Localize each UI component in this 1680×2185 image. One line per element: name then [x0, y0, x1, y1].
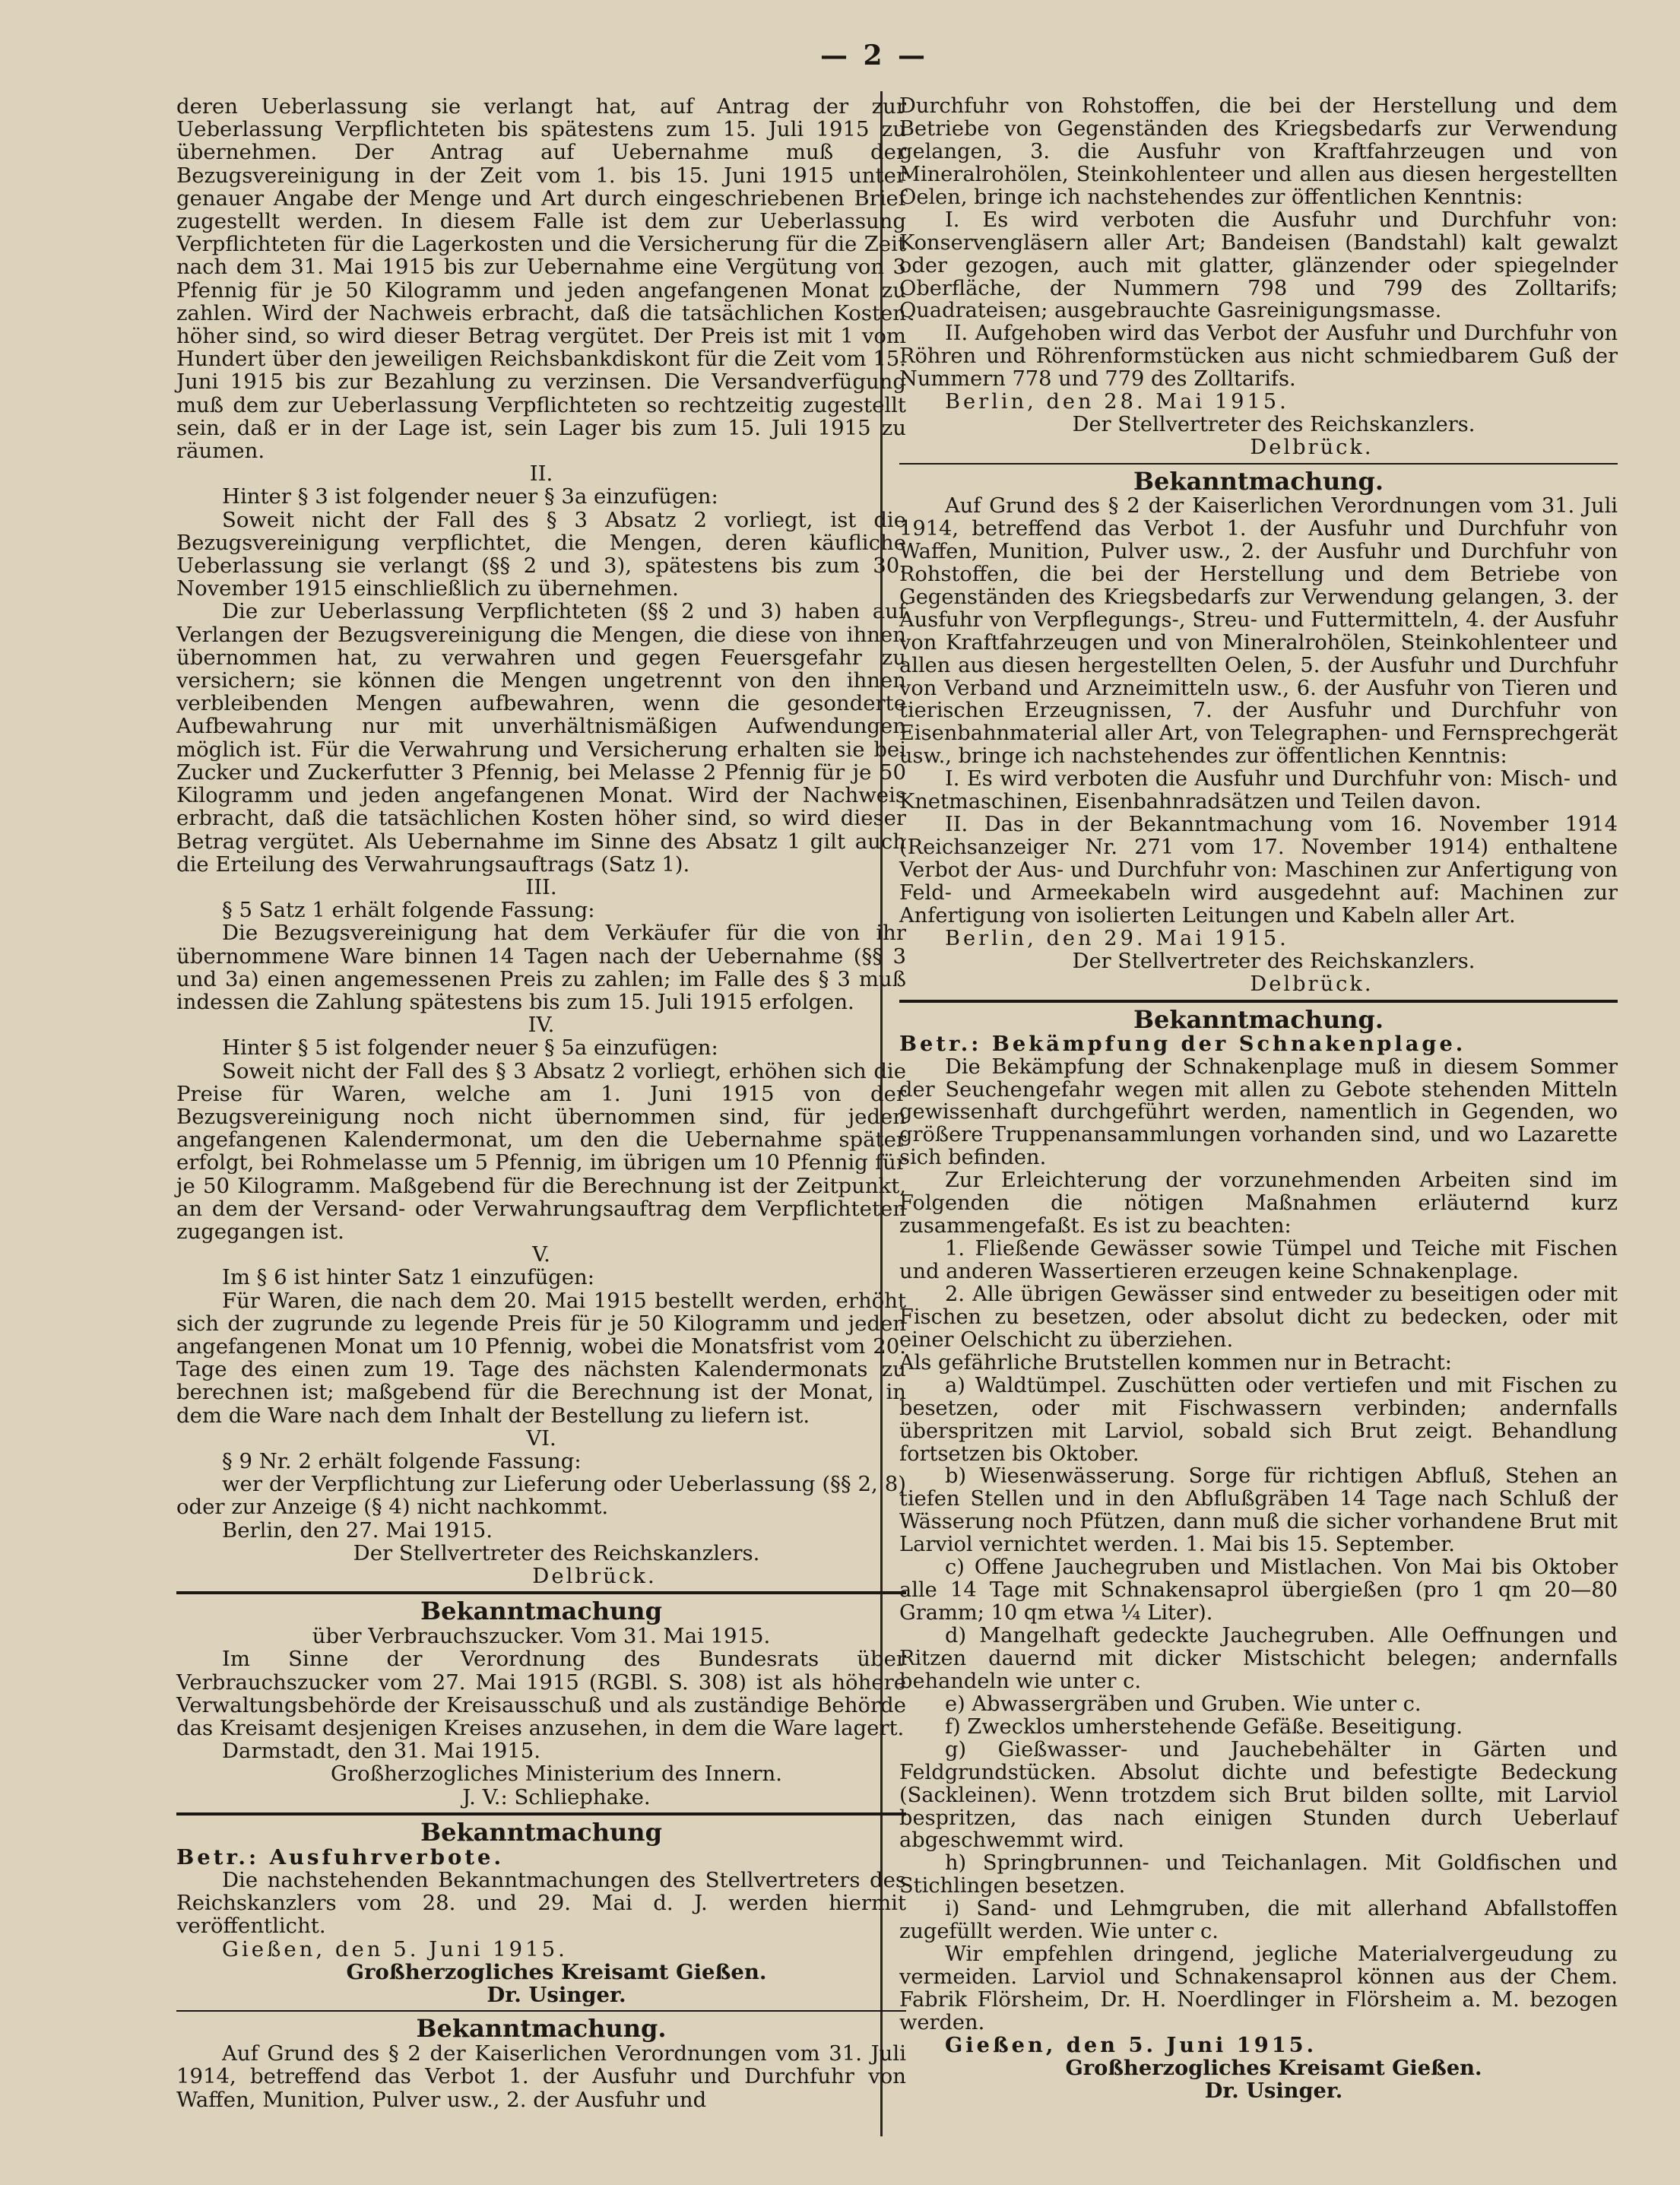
signature-title: Der Stellvertreter des Reichskanzlers. [1072, 949, 1476, 973]
signature-title: Großherzogliches Kreisamt Gießen. [346, 1959, 767, 1984]
paragraph: II. Das in der Bekanntmachung vom 16. November 1914 (Reichsanzeiger Nr. 271 vom 17. November 1914) enthaltene Verbot der Aus- und Durchfuhr von: Maschinen zur Anfertigung von Feld- und Armeekabeln wird ausgedehnt auf: Machinen zur Anfertigung von isolierten Leitungen und Kabeln aller Art. [899, 813, 1618, 928]
paragraph: Auf Grund des § 2 der Kaiserlichen Verordnungen vom 31. Juli 1914, betreffend das Verbot 1. der Ausfuhr und Durchfuhr von Waffen, Munition, Pulver usw., 2. der Ausfuhr und Durchfuhr von Rohstoffen, die bei der Herstellung und dem Betriebe von Gegenständen des Kriegsbedarfs zur Verwendung gelangen, 3. der Ausfuhr von Verpflegungs-, Streu- und Futtermitteln, 4. der Ausfuhr von Kraftfahrzeugen und von Mineralrohölen, Steinkohlenteer und allen aus diesen hergestellten Oelen, 5. der Ausfuhr und Durchfuhr von Verband und Arzneimitteln usw., 6. der Ausfuhr von Tieren und tierischen Erzeugnissen, 7. der Ausfuhr und Durchfuhr von Eisenbahnmaterial aller Art, von Telegraphen- und Fernsprechgerät usw., bringe ich nachstehendes zur öffentlichen Kenntnis: [899, 494, 1618, 769]
section-number: II. [529, 461, 553, 487]
notice-heading: Bekanntmachung. [416, 2014, 667, 2044]
signature-title: Großherzogliches Ministerium des Innern. [331, 1762, 782, 1787]
list-item: b) Wiesenwässerung. Sorge für richtigen Abfluß, Stehen an tiefen Stellen und in den Abflußgräben 14 Tage nach Schluß der Wässerung noch Pfützen, dann muß die sicher vorhandene Brut mit Larviol vernichtet werden. 1. Mai bis 15. September. [899, 1464, 1618, 1557]
dateline: Berlin, den 28. Mai 1915. [945, 390, 1289, 414]
paragraph: Auf Grund des § 2 der Kaiserlichen Verordnungen vom 31. Juli 1914, betreffend das Verbot 1. der Ausfuhr und Durchfuhr von Waffen, Munition, Pulver usw., 2. der Ausfuhr und [176, 2041, 906, 2112]
paragraph: Als gefährliche Brutstellen kommen nur in Betracht: [899, 1350, 1452, 1375]
paragraph: 2. Alle übrigen Gewässer sind entweder zu beseitigen oder mit Fischen zu besetzen, oder absolut dicht zu bedecken, oder mit einer Oelschicht zu überziehen. [899, 1282, 1618, 1352]
dateline: Gießen, den 5. Juni 1915. [222, 1936, 568, 1961]
list-item: c) Offene Jauchegruben und Mistlachen. Von Mai bis Oktober alle 14 Tage mit Schnakensaprol übergießen (pro 1 qm 20—80 Gramm; 10 qm etwa ¼ Liter). [899, 1556, 1618, 1625]
list-item: g) Gießwasser- und Jauchebehälter in Gärten und Feldgrundstücken. Absolut dichte und befestigte Bedeckung (Sackleinen). Wenn trotzdem sich Brut bilden sollte, mit Larviol bespritzen, das nach einigen Stunden durch Ueberlauf abgeschwemmt wird. [899, 1737, 1618, 1853]
dateline: Berlin, den 27. Mai 1915. [222, 1517, 493, 1543]
signature-name: Delbrück. [532, 1564, 657, 1588]
subject-line: Betr.: Bekämpfung der Schnakenplage. [899, 1031, 1466, 1056]
paragraph: Wir empfehlen dringend, jegliche Materialvergeudung zu vermeiden. Larviol und Schnakensaprol können aus der Chem. Fabrik Flörsheim, Dr. H. Noerdlinger in Flörsheim a. M. bezogen werden. [899, 1942, 1618, 2034]
section-rule [176, 2010, 906, 2012]
paragraph: Im Sinne der Verordnung des Bundesrats über Verbrauchszucker vom 27. Mai 1915 (RGBl. S. 308) ist als höhere Verwaltungsbehörde der Kreisausschuß und als zuständige Behörde das Kreisamt desjenigen Kreises anzusehen, in dem die Ware lagert. [176, 1647, 906, 1741]
signature-title: Der Stellvertreter des Reichskanzlers. [353, 1540, 760, 1565]
signature-name: Dr. Usinger. [487, 1983, 626, 2008]
section-rule [176, 1812, 906, 1816]
right-column [899, 95, 1618, 2103]
list-item: e) Abwassergräben und Gruben. Wie unter c. [945, 1692, 1422, 1716]
paragraph: I. Es wird verboten die Ausfuhr und Durchfuhr von: Misch- und Knetmaschinen, Eisenbahnradsätzen und Teilen davon. [899, 767, 1618, 814]
paragraph: I. Es wird verboten die Ausfuhr und Durchfuhr von: Konservengläsern aller Art; Bandeisen (Bandstahl) kalt gewalzt oder gezogen, auch mit glatter, glänzender oder spiegelnder Oberfläche, der Nummern 798 und 799 des Zolltarifs; Quadrateisen; ausgebrauchte Gasreinigungsmasse. [899, 208, 1618, 323]
paragraph: Hinter § 5 ist folgender neuer § 5a einzufügen: [222, 1035, 718, 1061]
dateline: Berlin, den 29. Mai 1915. [945, 926, 1289, 950]
dateline: Darmstadt, den 31. Mai 1915. [222, 1739, 540, 1764]
signature-name: Dr. Usinger. [1204, 2078, 1343, 2103]
signature-title: Großherzogliches Kreisamt Gießen. [1065, 2055, 1482, 2080]
notice-heading: Bekanntmachung [420, 1597, 662, 1626]
signature-name: Delbrück. [1250, 436, 1374, 460]
section-number: IV. [528, 1013, 555, 1038]
section-rule [899, 463, 1618, 465]
dateline: Gießen, den 5. Juni 1915. [945, 2032, 1317, 2057]
paragraph: Die zur Ueberlassung Verpflichteten (§§ 2 und 3) haben auf Verlangen der Bezugsvereinigung die Mengen, die diese von ihnen übernommen hat, zu verwahren und gegen Feuersgefahr zu versichern; sie können die Mengen ungetrennt von den ihnen verbleibenden Mengen aufbewahren, wenn die gesonderte Aufbewahrung nur mit unverhältnismäßigen Aufwendungen möglich ist. Für die Verwahrung und Versicherung erhalten sie bei Zucker und Zuckerfutter 3 Pfennig, bei Melasse 2 Pfennig für je 50 Kilogramm und jeden angefangenen Monat. Wird der Nachweis erbracht, daß die tatsächlichen Kosten höher sind, so wird dieser Betrag vergütet. Als Uebernahme im Sinne des Absatz 1 gilt auch die Erteilung des Verwahrungsauftrags (Satz 1). [176, 599, 906, 877]
left-column [176, 95, 906, 2111]
section-rule [899, 1000, 1618, 1003]
paragraph: Im § 6 ist hinter Satz 1 einzufügen: [222, 1265, 595, 1290]
notice-heading: Bekanntmachung [420, 1817, 662, 1847]
signature-name: J. V.: Schliephake. [462, 1784, 651, 1809]
paragraph: Die Bezugsvereinigung hat dem Verkäufer für die von ihr übernommene Ware binnen 14 Tagen nach der Uebernahme (§§ 3 und 3a) einen angemessenen Preis zu zahlen; im Falle des § 3 muß indessen die Zahlung spätestens bis zum 15. Juli 1915 erfolgen. [176, 921, 906, 1014]
signature-title: Der Stellvertreter des Reichskanzlers. [1072, 413, 1476, 437]
section-number: V. [532, 1242, 550, 1267]
notice-subtitle: über Verbrauchszucker. Vom 31. Mai 1915. [312, 1624, 771, 1649]
list-item: i) Sand- und Lehmgruben, die mit allerhand Abfallstoffen zugefüllt werden. Wie unter c. [899, 1897, 1618, 1944]
paragraph: Für Waren, die nach dem 20. Mai 1915 bestellt werden, erhöht sich der zugrunde zu legende Preis für je 50 Kilogramm und jeden angefangenen Monat um 10 Pfennig, wobei die Monatsfrist vom 20. Tage des einen zum 19. Tage des nächsten Kalendermonats zu berechnen ist; maßgebend für die Berechnung ist der Monat, in dem die Ware nach dem Inhalt der Bestellung zu liefern ist. [176, 1288, 906, 1428]
paragraph: wer der Verpflichtung zur Lieferung oder Ueberlassung (§§ 2, 8) oder zur Anzeige (§ 4) nicht nachkommt. [176, 1472, 906, 1520]
subject-line: Betr.: Ausfuhrverbote. [176, 1844, 505, 1869]
page-number: — 2 — [819, 40, 929, 71]
paragraph: deren Ueberlassung sie verlangt hat, auf Antrag der zur Ueberlassung Verpflichteten bis spätestens zum 15. Juli 1915 zu übernehmen. Der Antrag auf Uebernahme muß der Bezugsvereinigung in der Zeit vom 1. bis 15. Juni 1915 unter genauer Angabe der Menge und Art durch eingeschriebenen Brief zugestellt werden. In diesem Falle ist dem zur Ueberlassung Verpflichteten für die Lagerkosten und die Versicherung für die Zeit nach dem 31. Mai 1915 bis zur Uebernahme eine Vergütung von 3 Pfennig für je 50 Kilogramm und jeden angefangenen Monat zu zahlen. Wird der Nachweis erbracht, daß die tatsächlichen Kosten höher sind, so wird dieser Betrag vergütet. Der Preis ist mit 1 vom Hundert über den jeweiligen Reichsbankdiskont für die Zeit vom 15. Juni 1915 bis zur Bezahlung zu verzinsen. Die Versandverfügung muß dem zur Ueberlassung Verpflichteten so rechtzeitig zugestellt sein, daß er in der Lage ist, sein Lager bis zum 15. Juli 1915 zu räumen. [176, 94, 906, 464]
list-item: h) Springbrunnen- und Teichanlagen. Mit Goldfischen und Stichlingen besetzen. [899, 1851, 1618, 1898]
paragraph: Die nachstehenden Bekanntmachungen des Stellvertreters des Reichskanzlers vom 28. und 29. Mai d. J. werden hiermit veröffentlicht. [176, 1868, 906, 1939]
paragraph: Soweit nicht der Fall des § 3 Absatz 2 vorliegt, erhöhen sich die Preise für Waren, welche am 1. Juni 1915 von der Bezugsvereinigung noch nicht übernommen sind, für jeden angefangenen Kalendermonat, um den die Uebernahme später erfolgt, bei Rohmelasse um 5 Pfennig, im übrigen um 10 Pfennig für je 50 Kilogramm. Maßgebend für die Berechnung ist der Zeitpunkt, an dem der Versand- oder Verwahrungsauftrag dem Verpflichteten zugegangen ist. [176, 1058, 906, 1244]
paragraph: § 9 Nr. 2 erhält folgende Fassung: [222, 1448, 582, 1473]
section-rule [176, 1591, 906, 1594]
signature-name: Delbrück. [1250, 972, 1374, 996]
list-item: a) Waldtümpel. Zuschütten oder vertiefen und mit Fischen zu besetzen, oder mit Fischwassern verbinden; andernfalls überspritzen mit Larviol, sobald sich Brut zeigt. Behandlung fortsetzen bis Oktober. [899, 1373, 1618, 1466]
paragraph: 1. Fließende Gewässer sowie Tümpel und Teiche mit Fischen und anderen Wassertieren erzeugen keine Schnakenplage. [899, 1237, 1618, 1283]
paragraph: § 5 Satz 1 erhält folgende Fassung: [222, 898, 595, 923]
paragraph: Hinter § 3 ist folgender neuer § 3a einzufügen: [222, 484, 718, 509]
section-number: III. [525, 874, 557, 899]
paragraph: Die Bekämpfung der Schnakenplage muß in diesem Sommer der Seuchengefahr wegen mit allen zu Gebote stehenden Mitteln gewissenhaft durchgeführt werden, namentlich in Gegenden, wo größere Truppenansammlungen vorhanden sind, und wo Lazarette sich befinden. [899, 1054, 1618, 1170]
notice-heading: Bekanntmachung. [1133, 467, 1384, 496]
paragraph: Zur Erleichterung der vorzunehmenden Arbeiten sind im Folgenden die nötigen Maßnahmen erläuternd kurz zusammengefaßt. Es ist zu beachten: [899, 1169, 1618, 1238]
notice-heading: Bekanntmachung. [1133, 1004, 1384, 1034]
list-item: f) Zwecklos umherstehende Gefäße. Beseitigung. [945, 1714, 1463, 1739]
paragraph: Durchfuhr von Rohstoffen, die bei der Herstellung und dem Betriebe von Gegenständen des Kriegsbedarfs zur Verwendung gelangen, 3. die Ausfuhr von Kraftfahrzeugen und von Mineralrohölen, Steinkohlenteer und allen aus diesen hergestellten Oelen, bringe ich nachstehendes zur öffentlichen Kenntnis: [899, 94, 1618, 209]
paragraph: Soweit nicht der Fall des § 3 Absatz 2 vorliegt, ist die Bezugsvereinigung verpflichtet, die Mengen, deren käufliche Ueberlassung sie verlangt (§§ 2 und 3), spätestens bis zum 30. November 1915 einschließlich zu übernehmen. [176, 507, 906, 601]
section-number: VI. [526, 1425, 556, 1451]
list-item: d) Mangelhaft gedeckte Jauchegruben. Alle Oeffnungen und Ritzen dauernd mit dicker Mistschicht belegen; andernfalls behandeln wie unter c. [899, 1624, 1618, 1693]
paragraph: II. Aufgehoben wird das Verbot der Ausfuhr und Durchfuhr von Röhren und Röhrenformstücken aus nicht schmiedbarem Guß der Nummern 778 und 779 des Zolltarifs. [899, 322, 1618, 392]
